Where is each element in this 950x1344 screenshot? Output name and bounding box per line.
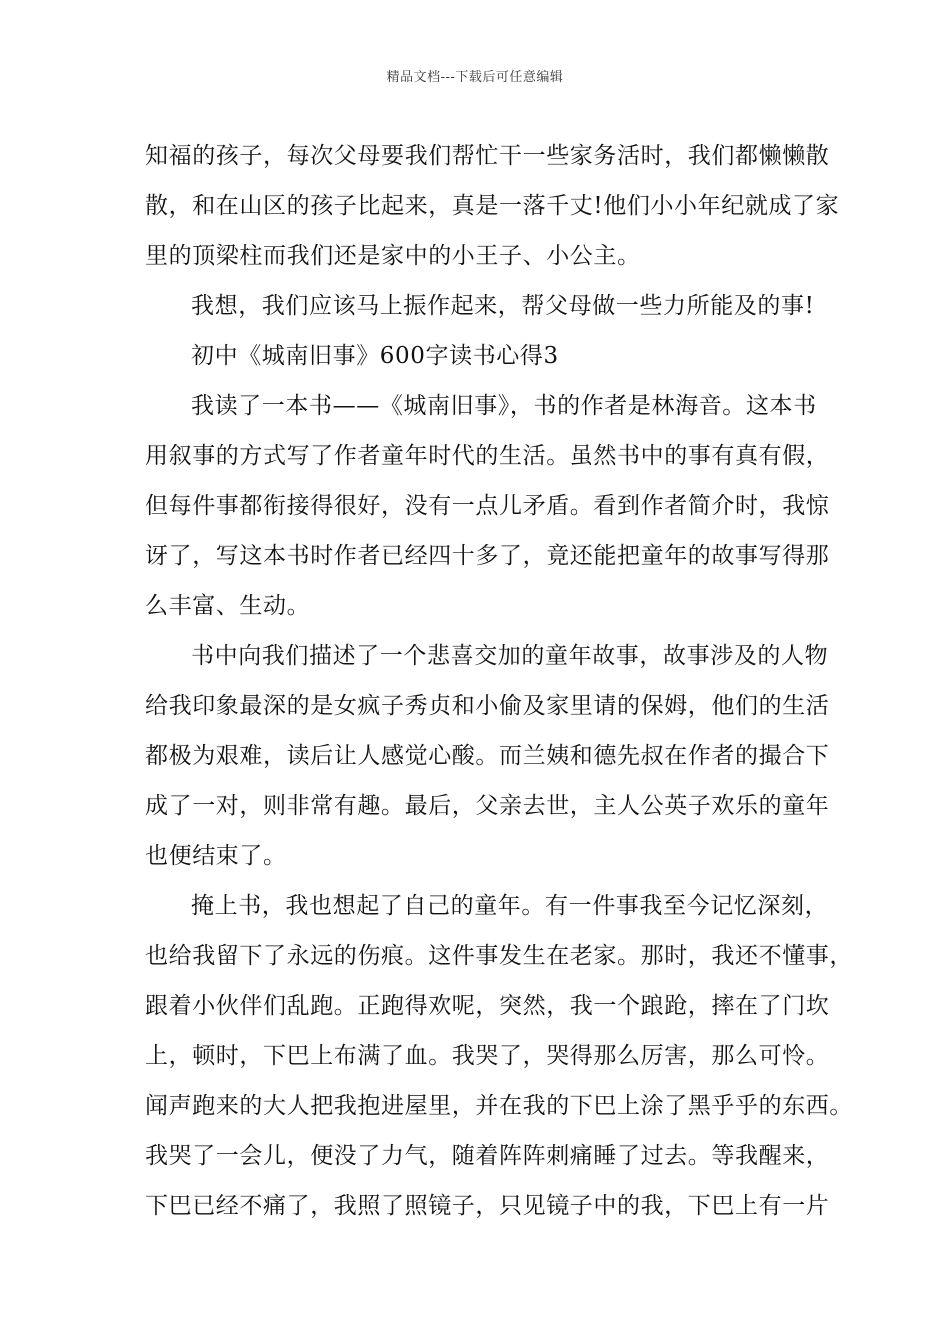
page-header: 精品文档---下载后可任意编辑 [386, 70, 564, 85]
text-line: 里的顶梁柱而我们还是家中的小王子、小公主。 [145, 243, 641, 269]
text-line: 书中向我们描述了一个悲喜交加的童年故事，故事涉及的人物 [191, 643, 829, 669]
text-line: 散，和在山区的孩子比起来，真是一落千丈!他们小小年纪就成了家 [145, 193, 840, 219]
text-line: 但每件事都衔接得很好，没有一点儿矛盾。看到作者简介时，我惊 [145, 493, 830, 519]
text-line: 用叙事的方式写了作者童年时代的生活。虽然书中的事有真有假， [145, 443, 830, 469]
text-line: 讶了，写这本书时作者已经四十多了，竟还能把童年的故事写得那 [145, 543, 830, 569]
text-line: 下巴已经不痛了，我照了照镜子，只见镜子中的我，下巴上有一片 [145, 1193, 830, 1219]
text-line: 我想，我们应该马上振作起来，帮父母做一些力所能及的事! [191, 293, 815, 319]
text-line: 也便结束了。 [145, 843, 287, 869]
text-line: 知福的孩子，每次父母要我们帮忙干一些家务活时，我们都懒懒散 [145, 143, 830, 169]
text-line: 都极为艰难，读后让人感觉心酸。而兰姨和德先叔在作者的撮合下 [145, 743, 830, 769]
document-body [145, 131, 853, 1231]
text-line: 掩上书，我也想起了自己的童年。有一件事我至今记忆深刻， [191, 893, 829, 919]
text-line: 我哭了一会儿，便没了力气，随着阵阵刺痛睡了过去。等我醒来， [145, 1143, 830, 1169]
section-title: 初中《城南旧事》600字读书心得3 [191, 343, 559, 369]
text-line: 上，顿时，下巴上布满了血。我哭了，哭得那么厉害，那么可怜。 [145, 1043, 830, 1069]
text-line: 跟着小伙伴们乱跑。正跑得欢呢，突然，我一个踉跄，摔在了门坎 [145, 993, 830, 1019]
text-line: 闻声跑来的大人把我抱进屋里，并在我的下巴上涂了黑乎乎的东西。 [145, 1093, 853, 1119]
text-line: 我读了一本书——《城南旧事》，书的作者是林海音。这本书 [191, 393, 817, 419]
text-line: 成了一对，则非常有趣。最后，父亲去世，主人公英子欢乐的童年 [145, 793, 830, 819]
text-line: 给我印象最深的是女疯子秀贞和小偷及家里请的保姆，他们的生活 [145, 693, 830, 719]
text-line: 么丰富、生动。 [145, 593, 311, 619]
text-line: 也给我留下了永远的伤痕。这件事发生在老家。那时，我还不懂事， [145, 943, 853, 969]
